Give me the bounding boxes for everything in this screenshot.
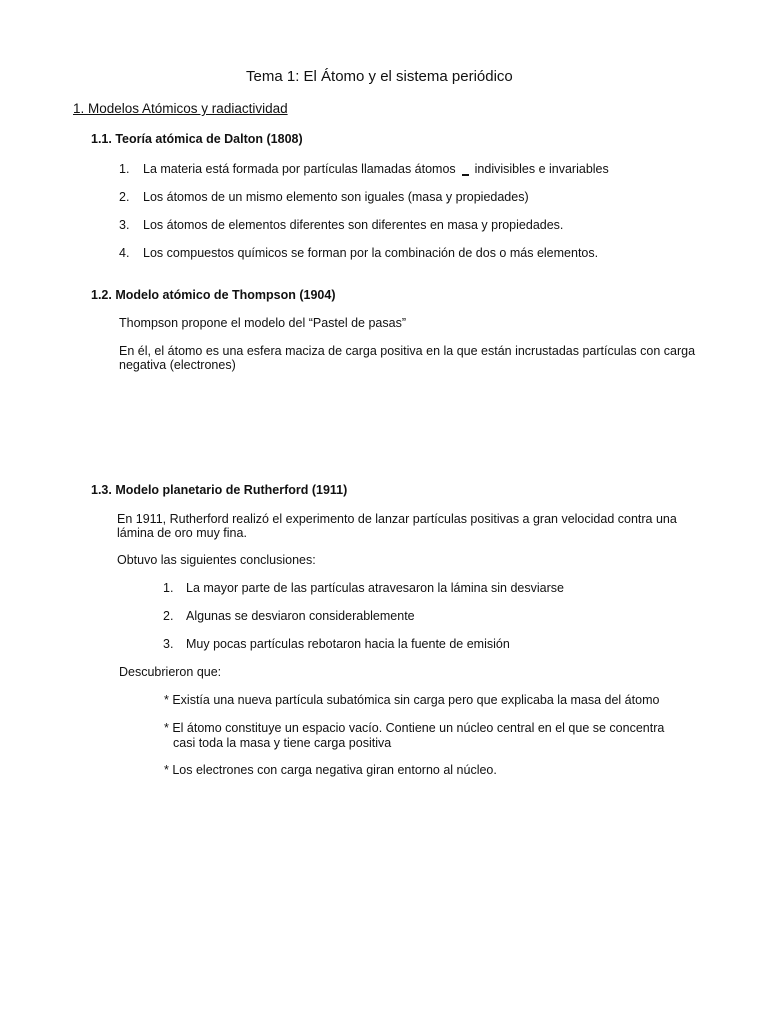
dash-mark bbox=[462, 174, 469, 176]
rutherford-bullet-2-line-2: casi toda la masa y tiene carga positiva bbox=[173, 736, 392, 750]
dalton-item-1-text-a: La materia está formada por partículas llamadas átomos bbox=[143, 162, 456, 176]
thompson-paragraph-2: En él, el átomo es una esfera maciza de carga positiva en la que están incrustadas partículas con carga negativa (electrones) bbox=[119, 344, 696, 372]
dalton-item-1 bbox=[143, 162, 609, 176]
subsection-heading-dalton: 1.1. Teoría atómica de Dalton (1808) bbox=[91, 132, 303, 146]
rutherford-item-1-text: La mayor parte de las partículas atravesaron la lámina sin desviarse bbox=[186, 581, 564, 595]
dalton-item-3-number: 3. bbox=[119, 218, 130, 232]
subsection-heading-rutherford: 1.3. Modelo planetario de Rutherford (1911) bbox=[91, 483, 348, 497]
dalton-item-2-text: Los átomos de un mismo elemento son iguales (masa y propiedades) bbox=[143, 190, 529, 204]
rutherford-bullet-2-line-1: * El átomo constituye un espacio vacío. Contiene un núcleo central en el que se concentra bbox=[164, 721, 665, 735]
dalton-item-1-number: 1. bbox=[119, 162, 130, 176]
dalton-item-4-number: 4. bbox=[119, 246, 130, 260]
rutherford-bullet-1: * Existía una nueva partícula subatómica sin carga pero que explicaba la masa del átomo bbox=[164, 693, 660, 707]
subsection-heading-thompson: 1.2. Modelo atómico de Thompson (1904) bbox=[91, 288, 336, 302]
rutherford-bullet-3: * Los electrones con carga negativa giran entorno al núcleo. bbox=[164, 763, 497, 777]
section-heading-modelos: 1. Modelos Atómicos y radiactividad bbox=[73, 101, 288, 116]
rutherford-paragraph-1: En 1911, Rutherford realizó el experimento de lanzar partículas positivas a gran velocidad contra una lámina de oro muy fina. bbox=[117, 512, 677, 540]
rutherford-item-3-number: 3. bbox=[163, 637, 174, 651]
document-title: Tema 1: El Átomo y el sistema periódico bbox=[246, 68, 513, 85]
dalton-item-1-text-b: indivisibles e invariables bbox=[474, 162, 609, 176]
rutherford-paragraph-2: Obtuvo las siguientes conclusiones: bbox=[117, 553, 316, 567]
thompson-paragraph-1: Thompson propone el modelo del “Pastel de pasas” bbox=[119, 316, 406, 330]
dalton-item-4-text: Los compuestos químicos se forman por la combinación de dos o más elementos. bbox=[143, 246, 599, 260]
rutherford-item-2-number: 2. bbox=[163, 609, 174, 623]
rutherford-item-3-text: Muy pocas partículas rebotaron hacia la fuente de emisión bbox=[186, 637, 510, 651]
dalton-item-2-number: 2. bbox=[119, 190, 130, 204]
rutherford-item-1-number: 1. bbox=[163, 581, 174, 595]
rutherford-paragraph-3: Descubrieron que: bbox=[119, 665, 222, 679]
dalton-item-3-text: Los átomos de elementos diferentes son diferentes en masa y propiedades. bbox=[143, 218, 564, 232]
rutherford-item-2-text: Algunas se desviaron considerablemente bbox=[186, 609, 415, 623]
